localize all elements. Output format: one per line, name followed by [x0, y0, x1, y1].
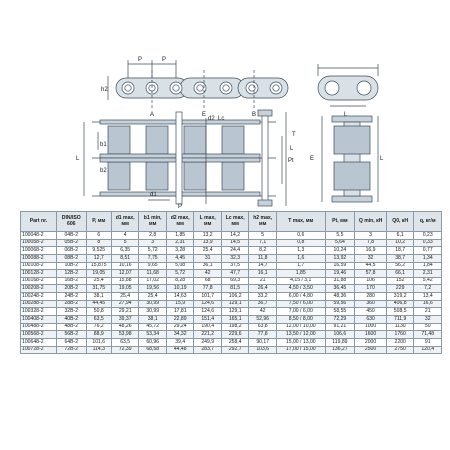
table-cell: 3,28 — [166, 247, 194, 255]
table-cell: 64B-2 — [56, 338, 86, 346]
table-cell: 1,34 — [414, 254, 442, 262]
label-l-side: L — [380, 156, 384, 162]
table-cell: 52,96 — [249, 316, 277, 324]
table-cell: 100088-2 — [21, 254, 57, 262]
table-cell: 56B-2 — [56, 331, 86, 339]
table-cell: 7,8 — [355, 239, 387, 247]
table-cell: 63,8 — [249, 323, 277, 331]
table-cell: 5 — [111, 239, 139, 247]
label-view-b: B — [252, 112, 257, 118]
table-cell: 56,2 — [386, 262, 414, 270]
table-cell: 21 — [414, 308, 442, 316]
table-cell: 31 — [194, 254, 222, 262]
table-cell: 48B-2 — [56, 323, 86, 331]
table-cell: 47,7 — [221, 270, 249, 278]
table-cell: 124,6 — [194, 308, 222, 316]
table-cell: 106 — [355, 277, 387, 285]
table-cell: 1,85 — [276, 270, 325, 278]
table-row — [21, 232, 442, 240]
table-cell: 165,1 — [221, 316, 249, 324]
table-row — [21, 293, 442, 301]
table-cell: 100728-2 — [21, 346, 57, 354]
table-cell: 11,68 — [139, 270, 167, 278]
table-cell: 151,4 — [194, 316, 222, 324]
table-cell: 10B-2 — [56, 262, 86, 270]
table-cell: 45,72 — [139, 323, 167, 331]
chain-technical-drawing — [0, 0, 450, 212]
table-cell: 72,29 — [325, 316, 355, 324]
table-cell: 10,16 — [111, 262, 139, 270]
table-cell: 6 — [86, 232, 111, 240]
table-cell: 249,9 — [194, 338, 222, 346]
table-cell: 6,35 — [111, 247, 139, 255]
table-cell: 4 — [111, 232, 139, 240]
table-row — [21, 316, 442, 324]
header-cell: d1 max, мм — [111, 212, 139, 232]
table-cell: 4,45 — [166, 254, 194, 262]
table-cell: 32B-2 — [56, 308, 86, 316]
table-cell: 25,4 — [194, 247, 222, 255]
table-cell: 13,4 — [414, 293, 442, 301]
label-lc: Lc — [218, 116, 225, 122]
table-row — [21, 239, 442, 247]
table-cell: 28B-2 — [56, 300, 86, 308]
label-p-top2: P — [162, 57, 167, 63]
header-cell: q, кг/м — [414, 212, 442, 232]
table-cell: 170 — [355, 285, 387, 293]
table-cell: 39,4 — [166, 338, 194, 346]
header-cell: b1 min, мм — [139, 212, 167, 232]
table-cell: 319,2 — [386, 293, 414, 301]
table-cell: 24,4 — [221, 247, 249, 255]
top-chain-view — [108, 60, 288, 108]
table-cell: 25,4 — [86, 277, 111, 285]
header-cell: Q0, кН — [386, 212, 414, 232]
table-cell: 44,45 — [86, 300, 111, 308]
label-view-a: A — [150, 112, 155, 118]
table-cell: 66,1 — [386, 270, 414, 278]
table-cell: 5 — [249, 232, 277, 240]
table-row — [21, 331, 442, 339]
header-cell: d2 max, мм — [166, 212, 194, 232]
table-cell: 48,26 — [111, 323, 139, 331]
table-cell: 258,4 — [221, 338, 249, 346]
table-row — [21, 285, 442, 293]
table-cell: 16B-2 — [56, 277, 86, 285]
label-p-top: P — [138, 57, 143, 63]
table-cell: 129,1 — [221, 308, 249, 316]
table-cell: 29,24 — [166, 323, 194, 331]
table-cell: 15,875 — [86, 262, 111, 270]
table-cell: 100168-2 — [21, 277, 57, 285]
table-cell: 100408-2 — [21, 316, 57, 324]
table-cell: 100288-2 — [21, 300, 57, 308]
header-cell: P, мм — [86, 212, 111, 232]
table-cell: 2,8 — [139, 232, 167, 240]
table-cell: 34,32 — [166, 331, 194, 339]
table-cell: 1600 — [355, 331, 387, 339]
table-cell: 16,59 — [325, 262, 355, 270]
table-cell: 5,72 — [139, 247, 167, 255]
table-cell: 15,9 — [166, 300, 194, 308]
table-cell: 13,92 — [325, 254, 355, 262]
table-cell: 9,65 — [139, 262, 167, 270]
table-cell: 72B-2 — [56, 346, 86, 354]
table-cell: 19,05 — [86, 270, 111, 278]
double-strand-view — [84, 110, 286, 206]
table-cell: 19,05 — [111, 285, 139, 293]
table-row — [21, 277, 442, 285]
table-cell: 2750 — [386, 346, 414, 354]
label-d2: d2 — [208, 116, 215, 122]
table-cell: 7,50 / 6,00 — [276, 300, 325, 308]
table-cell: 30,99 — [139, 308, 167, 316]
label-h2: h2 — [101, 87, 108, 93]
label-view-l: L — [344, 112, 348, 118]
table-cell: 90,17 — [249, 338, 277, 346]
table-row — [21, 254, 442, 262]
table-cell: 10,24 — [325, 247, 355, 255]
table-cell: 100068-2 — [21, 247, 57, 255]
table-cell: 30,99 — [139, 300, 167, 308]
side-section-view — [322, 116, 378, 202]
table-cell: 508,5 — [386, 308, 414, 316]
table-cell: 5,42 — [414, 277, 442, 285]
table-cell: 1,7 — [276, 262, 325, 270]
table-cell: 76,2 — [86, 323, 111, 331]
table-cell: 36,7 — [249, 300, 277, 308]
table-cell: 58,55 — [325, 308, 355, 316]
table-cell: 60,96 — [139, 338, 167, 346]
table-cell: 119,89 — [325, 338, 355, 346]
table-cell: 0,8 — [276, 239, 325, 247]
table-cell: 19,46 — [325, 270, 355, 278]
table-row — [21, 338, 442, 346]
table-cell: 280 — [355, 293, 387, 301]
table-cell: 31,75 — [86, 285, 111, 293]
header-cell: DIN/ISO 606 — [56, 212, 86, 232]
table-cell: 7,75 — [139, 254, 167, 262]
table-cell: 16,6 — [414, 300, 442, 308]
table-cell: 50,8 — [86, 308, 111, 316]
label-p-bottom: P — [178, 204, 183, 210]
table-cell: 32 — [414, 316, 442, 324]
table-cell: 106,6 — [325, 331, 355, 339]
table-cell: 53,98 — [111, 331, 139, 339]
table-cell: 360 — [355, 300, 387, 308]
table-cell: 152 — [386, 277, 414, 285]
table-cell: 229,6 — [221, 331, 249, 339]
table-cell: 2200 — [386, 338, 414, 346]
table-cell: 0,23 — [414, 232, 442, 240]
table-cell: 72,39 — [111, 346, 139, 354]
table-cell: 36,1 — [194, 262, 222, 270]
label-t-right: T — [292, 132, 296, 138]
table-cell: 69,3 — [221, 277, 249, 285]
table-cell: 7,1 — [249, 239, 277, 247]
table-cell: 100058-2 — [21, 239, 57, 247]
table-cell: 7,00 / 6,00 — [276, 308, 325, 316]
table-cell: 100108-2 — [21, 262, 57, 270]
header-cell: T max, мм — [276, 212, 325, 232]
table-cell: 100648-2 — [21, 338, 57, 346]
label-l-left: L — [76, 156, 80, 162]
table-cell: 14,63 — [166, 293, 194, 301]
table-row — [21, 300, 442, 308]
table-cell: 42 — [194, 270, 222, 278]
table-row — [21, 308, 442, 316]
table-cell: 17,81 — [166, 308, 194, 316]
table-cell: 100248-2 — [21, 293, 57, 301]
table-cell: 1,85 — [166, 232, 194, 240]
table-cell: 6,00 / 4,80 — [276, 293, 325, 301]
table-cell: 0,77 — [414, 247, 442, 255]
table-cell: 1000 — [355, 323, 387, 331]
header-cell: h2 max, мм — [249, 212, 277, 232]
table-cell: 1,84 — [414, 262, 442, 270]
table-cell: 77,8 — [194, 285, 222, 293]
table-cell: 16,9 — [355, 247, 387, 255]
table-cell: 12,7 — [86, 254, 111, 262]
table-row — [21, 346, 442, 354]
table-cell: 25,4 — [111, 293, 139, 301]
table-cell: 10,19 — [166, 285, 194, 293]
table-cell: 33,2 — [249, 293, 277, 301]
table-cell: 5,64 — [325, 239, 355, 247]
table-cell: 6,1 — [386, 232, 414, 240]
table-cell: 5,72 — [166, 270, 194, 278]
table-cell: 8,51 — [111, 254, 139, 262]
table-cell: 12,00 / 10,00 — [276, 323, 325, 331]
table-cell: 4,15 / 3,1 — [276, 277, 325, 285]
table-cell: 9,525 — [86, 247, 111, 255]
table-cell: 630 — [355, 316, 387, 324]
table-cell: 38,7 — [386, 254, 414, 262]
table-cell: 406,8 — [386, 300, 414, 308]
header-cell: L max, мм — [194, 212, 222, 232]
table-cell: 48,36 — [325, 293, 355, 301]
table-cell: 1,6 — [276, 254, 325, 262]
table-cell: 100328-2 — [21, 308, 57, 316]
table-cell: 12,07 — [111, 270, 139, 278]
table-cell: 100128-2 — [21, 270, 57, 278]
table-cell: 8,28 — [166, 277, 194, 285]
table-cell: 2500 — [355, 346, 387, 354]
header-cell: Pt, мм — [325, 212, 355, 232]
table-cell: 21 — [249, 277, 277, 285]
table-cell: 68 — [194, 277, 222, 285]
table-cell: 15,00 / 13,00 — [276, 338, 325, 346]
table-body — [21, 232, 442, 354]
table-cell: 59,56 — [325, 300, 355, 308]
table-cell: 39,37 — [111, 316, 139, 324]
table-cell: 124,6 — [194, 300, 222, 308]
table-cell: 1130 — [386, 323, 414, 331]
table-cell: 17,02 — [139, 277, 167, 285]
table-cell: 4,50 / 3,50 — [276, 285, 325, 293]
table-cell: 32,3 — [221, 254, 249, 262]
table-cell: 8,50 / 8,00 — [276, 316, 325, 324]
table-row — [21, 270, 442, 278]
table-cell: 71,48 — [414, 331, 442, 339]
chain-specifications-table — [20, 211, 442, 354]
table-cell: 19,56 — [139, 285, 167, 293]
table-cell: 450 — [355, 308, 387, 316]
table-cell: 2,31 — [414, 270, 442, 278]
header-cell: Lc max, мм — [221, 212, 249, 232]
label-d1: d1 — [150, 192, 157, 198]
table-cell: 3 — [355, 232, 387, 240]
table-cell: 114,3 — [86, 346, 111, 354]
table-cell: 32 — [355, 254, 387, 262]
table-cell: 221,2 — [194, 331, 222, 339]
table-cell: 27,94 — [111, 300, 139, 308]
table-cell: 120,4 — [414, 346, 442, 354]
label-b1: b1 — [100, 142, 107, 148]
table-cell: 14,7 — [249, 262, 277, 270]
table-cell: 22,89 — [166, 316, 194, 324]
table-cell: 68,58 — [139, 346, 167, 354]
table-row — [21, 262, 442, 270]
table-cell: 103,6 — [249, 346, 277, 354]
table-cell: 100208-2 — [21, 285, 57, 293]
table-cell: 1760 — [386, 331, 414, 339]
table-cell: 14,2 — [221, 232, 249, 240]
table-cell: 100048-2 — [21, 232, 57, 240]
table-cell: 3 — [139, 239, 167, 247]
table-cell: 13,9 — [194, 239, 222, 247]
header-cell: Part nr. — [21, 212, 57, 232]
table-cell: 12B-2 — [56, 270, 86, 278]
table-cell: 292,7 — [221, 346, 249, 354]
side-view-top — [318, 64, 378, 106]
table-cell: 16,1 — [249, 270, 277, 278]
table-cell: 06B-2 — [56, 247, 86, 255]
table-cell: 0,6 — [276, 232, 325, 240]
table-cell: 711,9 — [386, 316, 414, 324]
table-row — [21, 323, 442, 331]
table-cell: 14,5 — [221, 239, 249, 247]
table-cell: 26,4 — [249, 285, 277, 293]
table-cell: 129,1 — [221, 300, 249, 308]
table-cell: 18,7 — [386, 247, 414, 255]
table-cell: 81,5 — [221, 285, 249, 293]
table-cell: 63,5 — [86, 316, 111, 324]
table-cell: 31,88 — [325, 277, 355, 285]
table-cell: 7,2 — [414, 285, 442, 293]
table-cell: 8 — [86, 239, 111, 247]
table-cell: 190,4 — [194, 323, 222, 331]
table-cell: 38,1 — [139, 316, 167, 324]
table-cell: 36,45 — [325, 285, 355, 293]
table-cell: 11,8 — [249, 254, 277, 262]
table-cell: 04B-2 — [56, 232, 86, 240]
table-header-row — [21, 212, 442, 232]
label-view-e: E — [202, 112, 207, 118]
table-cell: 5,08 — [166, 262, 194, 270]
table-cell: 77,8 — [249, 331, 277, 339]
header-cell: Q min, кН — [355, 212, 387, 232]
table-cell: 101,7 — [194, 293, 222, 301]
label-pt: Pt — [288, 158, 294, 164]
table-cell: 63,5 — [111, 338, 139, 346]
table-cell: 42 — [249, 308, 277, 316]
table-cell: 44,48 — [166, 346, 194, 354]
table-cell: 08B-2 — [56, 254, 86, 262]
table-cell: 50 — [414, 323, 442, 331]
table-cell: 198,2 — [221, 323, 249, 331]
table-cell: 5,5 — [325, 232, 355, 240]
label-l-right: L — [290, 146, 294, 152]
table-cell: 91 — [414, 338, 442, 346]
label-e-side: E — [310, 156, 315, 162]
table-cell: 1,3 — [276, 247, 325, 255]
table-cell: 40B-2 — [56, 316, 86, 324]
table-cell: 13,2 — [194, 232, 222, 240]
table-cell: 136,27 — [325, 346, 355, 354]
table-cell: 100568-2 — [21, 331, 57, 339]
table-cell: 25,4 — [139, 293, 167, 301]
table-cell: 17,00 / 15,00 — [276, 346, 325, 354]
table-cell: 106,2 — [221, 293, 249, 301]
table-cell: 283,7 — [194, 346, 222, 354]
table-cell: 100488-2 — [21, 323, 57, 331]
table-cell: 2000 — [355, 338, 387, 346]
table-cell: 8,2 — [249, 247, 277, 255]
table-cell: 101,6 — [86, 338, 111, 346]
table-cell: 15,88 — [111, 277, 139, 285]
table-cell: 29,21 — [111, 308, 139, 316]
table-row — [21, 247, 442, 255]
table-cell: 0,33 — [414, 239, 442, 247]
table-cell: 229 — [386, 285, 414, 293]
table-cell: 20B-2 — [56, 285, 86, 293]
label-b2: b2 — [100, 168, 107, 174]
table-cell: 53,34 — [139, 331, 167, 339]
table-cell: 37,5 — [221, 262, 249, 270]
table-cell: 38,1 — [86, 293, 111, 301]
table-cell: 05B-2 — [56, 239, 86, 247]
table-cell: 10,2 — [386, 239, 414, 247]
table-cell: 2,31 — [166, 239, 194, 247]
table-cell: 88,9 — [86, 331, 111, 339]
table-cell: 13,50 / 12,00 — [276, 331, 325, 339]
table-cell: 44,5 — [355, 262, 387, 270]
table-cell: 24B-2 — [56, 293, 86, 301]
table-cell: 57,8 — [355, 270, 387, 278]
table-cell: 91,21 — [325, 323, 355, 331]
